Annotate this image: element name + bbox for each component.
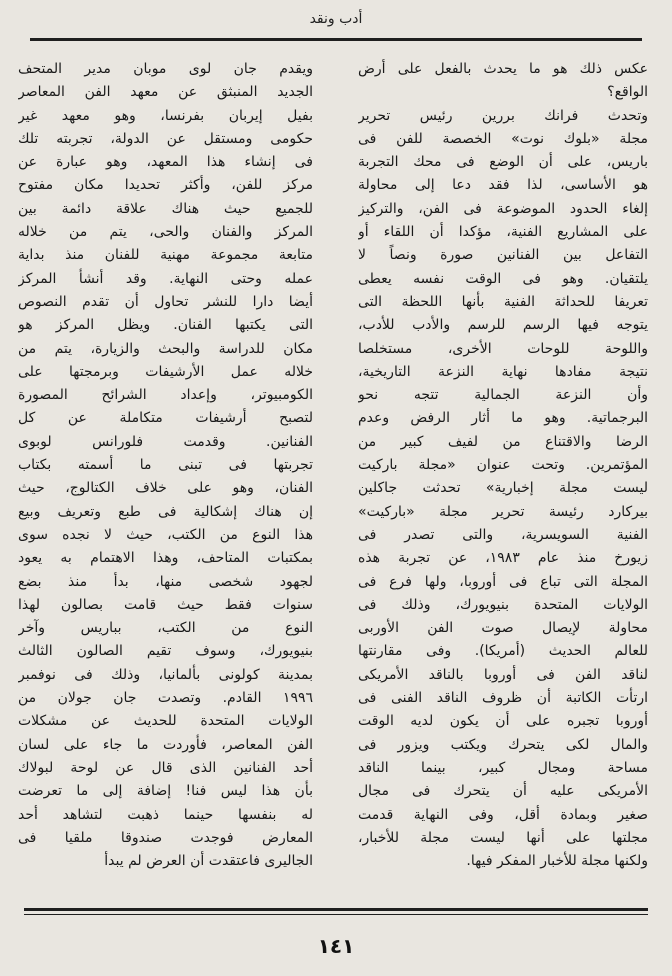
column-right (358, 58, 648, 873)
text-line: بمكتبات المتاحف، وهذا الاهتمام به يعود (18, 550, 313, 567)
text-line: المركز والفنان والحى، يتم من خلاله (18, 224, 313, 241)
text-line: الرضا والاقتناع من لفيف كبير من (358, 433, 648, 450)
text-line: تعريفا للحداثة الفنية بأنها اللحظة التى (358, 293, 648, 310)
text-line: الواقع؟ (607, 84, 648, 101)
text-line: الجاليرى فاعتقدت أن العرض لم يبدأ (104, 853, 313, 870)
text-line: محاولة لإيصال صوت الفن الأوربى (358, 620, 648, 637)
text-line: التى يكتبها الفنان. ويظل المركز هو (18, 317, 313, 334)
text-line: والمال لكى يتحرك ويكتب ويزور فى (358, 736, 648, 753)
text-line: متابعة مجموعة مهنية للفنان منذ بداية (18, 247, 313, 264)
text-line: ليست مجلة إخبارية» تحدثت جاكلين (358, 480, 648, 497)
text-line: يتوجه فيها الرسم للرسم والأدب للأدب، (358, 317, 648, 334)
text-line: على المشاريع الفنية، مؤكدا أن اللقاء أو (358, 224, 648, 241)
text-line: مركز للفن، وأكثر تحديدا مكان مفتوح (18, 177, 313, 194)
text-line: النوع من الكتب، بباريس وآخر (18, 620, 313, 637)
text-line: خلاله عمل الأرشيفات وبرمجتها على (18, 363, 313, 380)
text-line: للعالم الحديث (أمريكا). وفى مقارنتها (358, 643, 648, 660)
text-line: الجديد المنبثق عن معهد الفن المعاصر (18, 84, 313, 101)
text-line: ولكنها مجلة للأخبار المفكر فيها. (466, 853, 648, 870)
column-left (18, 58, 313, 873)
text-line: مجلة «بلوك نوت» الخصصة للفن فى (358, 130, 648, 147)
text-line: الفن المعاصر، فأوردت ما جاء على لسان (18, 736, 313, 753)
text-line: له بنفسها حينما ذهبت لتشاهد أحد (18, 806, 313, 823)
text-line: حكومى ومستقل عن الدولة، تجربته تلك (18, 130, 313, 147)
text-line: المجلة التى تباع فى أوروبا، ولها فرع فى (358, 573, 648, 590)
text-line: الفنية السويسرية، والتى تصدر فى (358, 526, 648, 543)
text-line: عكس ذلك هو ما يحدث بالفعل على أرض (358, 61, 648, 77)
text-line: الفنانين. وقدمت فلورانس لوبوى (18, 433, 313, 450)
text-line: نتيجة مفادها نهاية النزعة التاريخية، (358, 363, 648, 380)
footer-rule (24, 908, 648, 911)
text-line: بمدينة كولونى بألمانيا، وذلك فى نوفمبر (18, 666, 313, 683)
running-header: أدب ونقد (309, 11, 363, 27)
text-line: بنيويورك، وسوف تقيم الصالون الثالث (18, 643, 313, 660)
text-line: لجهود شخصى منها، بدأ منذ بضع (18, 573, 313, 590)
text-line: بيركارد رئيسة تحرير مجلة «باركيت» (358, 503, 648, 520)
text-line: بأن هذا ليس فنا! إضافة إلى ما تعرضت (18, 783, 313, 800)
text-line: المؤتمرين. وتحت عنوان «مجلة باركيت (358, 457, 648, 474)
text-line: الفنان، وهو على خلاف الكتالوج، حيث (18, 480, 313, 497)
text-line: باريس، على أن الوضع فى محك التجربة (358, 154, 648, 171)
text-line: ويقدم جان لوى موبان مدير المتحف (18, 61, 313, 77)
text-line: وأن النزعة الجمالية تتجه نحو (358, 387, 648, 404)
text-line: لتصبح أرشيفات متكاملة عن كل (18, 410, 313, 427)
text-line: التفاعل بين الفنانين صورة ونصاً لا (358, 247, 648, 264)
page-number: ١٤١ (317, 934, 355, 958)
text-line: فى إنشاء هذا المعهد، وهو عبارة عن (18, 154, 313, 171)
text-line: البرجماتية. وهو ما أثار الرفض وعدم (358, 410, 648, 427)
text-line: هو الأساسى، لذا فقد دعا إلى محاولة (358, 177, 648, 194)
text-line: ١٩٩٦ القادم. وتصدت جان جولان من (18, 690, 313, 707)
text-line: وتحدث فرانك بررين رئيس تحرير (358, 107, 648, 124)
text-line: الكومبيوتر، وإعداد الشرائح المصورة (18, 387, 313, 404)
text-line: بفيل إيربان بفرنسا، وهو معهد غير (18, 107, 313, 124)
text-line: ارتأت الكاتبة أن ظروف الناقد الفنى فى (358, 690, 648, 707)
text-line: أوروبا تجبره على أن يكون لديه الوقت (358, 713, 648, 730)
text-line: مجلتها على أنها ليست مجلة للأخبار، (358, 829, 648, 846)
footer-rule-thin (24, 914, 648, 915)
text-line: الولايات المتحدة للحديث عن مشكلات (18, 713, 313, 730)
text-line: تجربتها فى تبنى ما أسمته بكتاب (18, 457, 313, 474)
text-line: صغير وبمادة أقل، وفى النهاية قدمت (358, 806, 648, 823)
text-line: الأمريكى عليه أن يتحرك فى مجال (358, 783, 648, 800)
text-line: سنوات فقط حيث قامت بصالون لهذا (18, 596, 313, 613)
text-line: أيضا دارا للنشر تحاول أن تقدم النصوص (18, 293, 313, 310)
text-line: للجميع حيث هناك علاقة دائمة بين (18, 200, 313, 217)
text-line: إلغاء الحدود الموضوعة فى الفن، والتركيز (358, 200, 648, 217)
text-line: واللوحة للوحات الأخرى، مستخلصا (358, 340, 648, 357)
text-line: هذا النوع من الكتب، حيث لا نجده سوى (18, 526, 313, 543)
text-line: زيورخ منذ عام ١٩٨٣، عن تجربة هذه (358, 550, 648, 567)
text-line: أحد الفنانين الذى قال عن لوحة لبولاك (18, 759, 313, 776)
text-line: يلتقيان. وهو فى الوقت نفسه يعطى (358, 270, 648, 287)
text-line: الولايات المتحدة بنيويورك، وذلك فى (358, 596, 648, 613)
text-line: عمله وحتى النهاية. وقد أنشأ المركز (18, 270, 313, 287)
text-line: المعارض فوجدت صندوقا ملقيا فى (18, 829, 313, 846)
text-line: إن هناك إشكالية فى طبع وتعريف وبيع (18, 503, 313, 520)
text-line: لناقد الفن فى أوروبا بالناقد الأمريكى (358, 666, 648, 683)
header-rule (30, 38, 642, 41)
text-line: مكان للدراسة والبحث والزيارة، يتم من (18, 340, 313, 357)
text-line: مساحة ومجال كبير، بينما الناقد (358, 759, 648, 776)
